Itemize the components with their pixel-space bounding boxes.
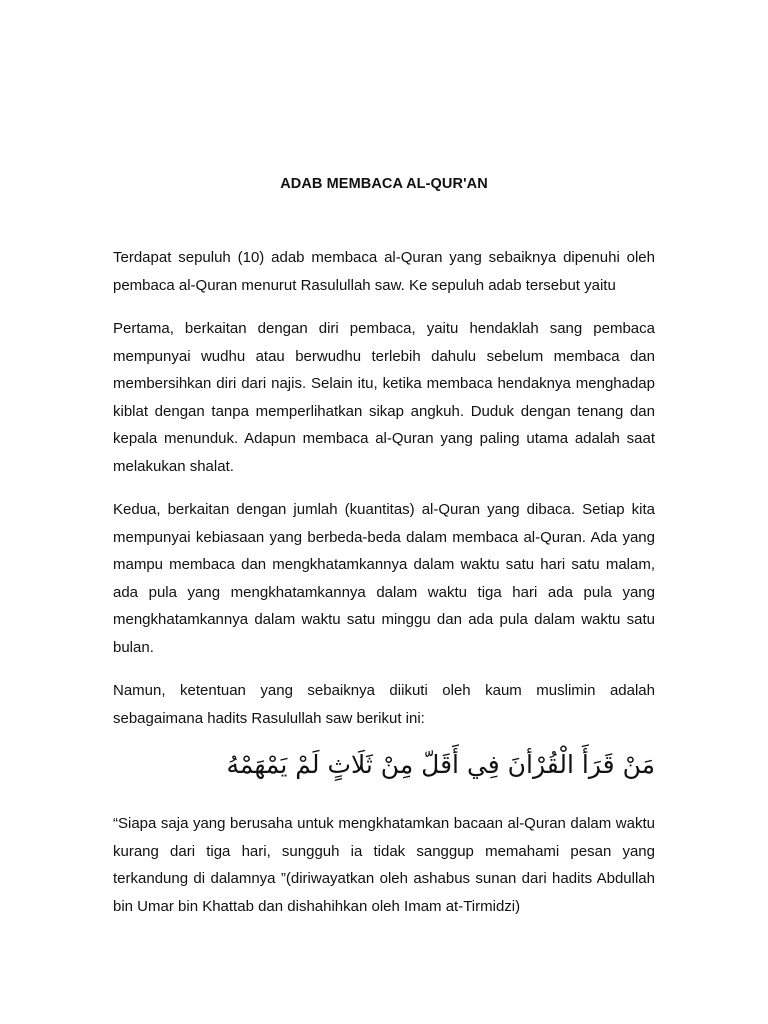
paragraph-kedua: Kedua, berkaitan dengan jumlah (kuantitas) al-Quran yang dibaca. Setiap kita mempunyai kebiasaan yang berbeda-beda dalam membaca al-Quran. Ada yang mampu membaca dan mengkhatamkannya dalam waktu satu hari satu malam, ada pula yang mengkhatamkannya dalam waktu tiga hari ada pula yang mengkhatamkannya dalam waktu satu minggu dan ada pula dalam waktu satu bulan. [113,501,655,656]
hadith-translation-paragraph: “Siapa saja yang berusaha untuk mengkhatamkan bacaan al-Quran dalam waktu kurang dari tiga hari, sungguh ia tidak sanggup memahami pesan yang terkandung di dalamnya ”(diriwayatkan oleh ashabus sunan dari hadits Abdullah bin Umar bin Khattab dan dishahihkan oleh Imam at-Tirmidzi) [113,815,655,915]
paragraph-namun: Namun, ketentuan yang sebaiknya diikuti oleh kaum muslimin adalah sebagaimana hadits Rasulullah saw berikut ini: [113,682,655,727]
paragraph-intro: Terdapat sepuluh (10) adab membaca al-Quran yang sebaiknya dipenuhi oleh pembaca al-Quran menurut Rasulullah saw. Ke sepuluh adab tersebut yaitu [113,249,655,294]
document-title: ADAB MEMBACA AL-QUR'AN [280,176,488,192]
paragraph-pertama: Pertama, berkaitan dengan diri pembaca, yaitu hendaklah sang pembaca mempunyai wudhu atau berwudhu terlebih dahulu sebelum membaca dan membersihkan diri dari najis. Selain itu, ketika membaca hendaknya menghadap kiblat dengan tanpa memperlihatkan sikap angkuh. Duduk dengan tenang dan kepala menunduk. Adapun membaca al-Quran yang paling utama adalah saat melakukan shalat. [113,320,655,475]
hadith-arabic-text: مَنْ قَرَأَ الْقُرْأنَ فِي أَقَلّ مِنْ ثَلَاثٍ لَمْ يَمْهَمْهُ [226,750,655,779]
document-body [113,244,655,936]
